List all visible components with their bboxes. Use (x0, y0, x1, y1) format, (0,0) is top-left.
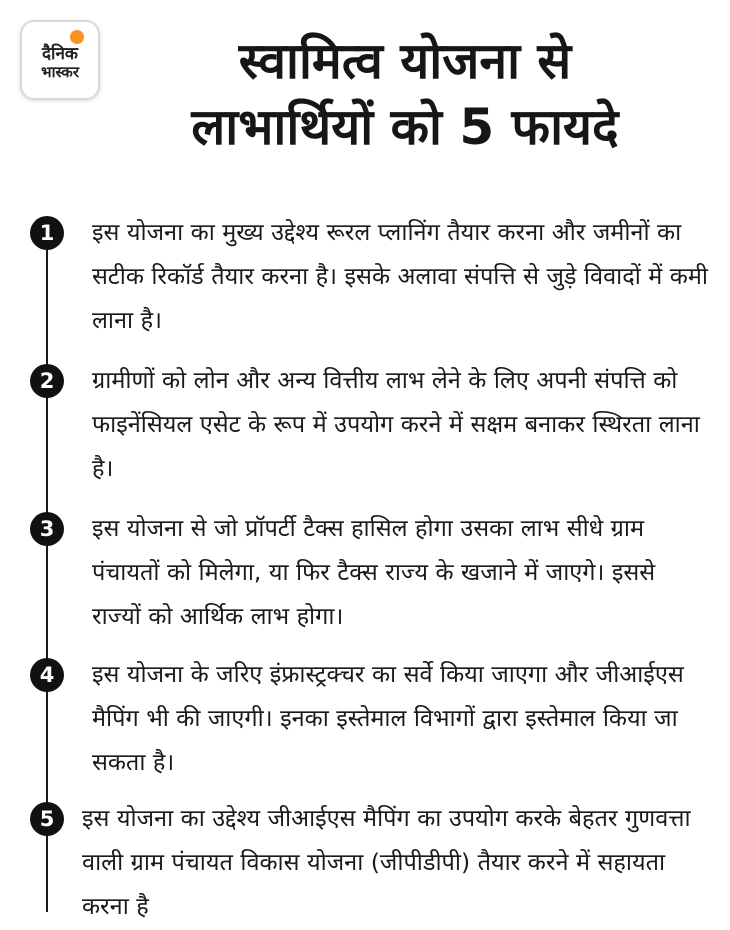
benefit-point-3 (30, 506, 710, 638)
benefit-text-3: इस योजना से जो प्रॉपर्टी टैक्स हासिल होगा उसका लाभ सीधे ग्राम पंचायतों को मिलेगा, या फिर टैक्स राज्य के खजाने में जाएगे। इससे राज्यों को आर्थिक लाभ होगा। (92, 514, 656, 630)
sun-icon (70, 30, 84, 44)
benefit-point-2 (30, 358, 710, 490)
title-line1: स्वामित्व योजना से (238, 32, 572, 90)
number-badge-1: 1 (30, 216, 64, 250)
benefit-point-1 (30, 210, 710, 342)
page-title (100, 28, 710, 160)
number-badge-3: 3 (30, 512, 64, 546)
logo-text-line2: भास्कर (41, 63, 79, 82)
benefit-text-4: इस योजना के जरिए इंफ्रास्ट्रक्चर का सर्वे किया जाएगा और जीआईएस मैपिंग भी की जाएगी। इनका इस्तेमाल विभागों द्वारा इस्तेमाल किया जा सकता है। (92, 660, 684, 776)
title-line2: लाभार्थियों को 5 फायदे (191, 98, 619, 156)
benefit-text-2: ग्रामीणों को लोन और अन्य वित्तीय लाभ लेने के लिए अपनी संपत्ति को फाइनेंसियल एसेट के रूप में उपयोग करने में सक्षम बनाकर स्थिरता लाना है। (92, 366, 700, 482)
benefit-point-4 (30, 652, 710, 784)
number-badge-5: 5 (30, 802, 64, 836)
benefit-point-5 (30, 796, 710, 928)
benefit-text-1: इस योजना का मुख्य उद्देश्य रूरल प्लानिंग तैयार करना और जमीनों का सटीक रिकॉर्ड तैयार करना है। इसके अलावा संपत्ति से जुड़े विवादों में कमी लाना है। (92, 218, 708, 334)
number-badge-4: 4 (30, 658, 64, 692)
number-badge-2: 2 (30, 364, 64, 398)
dainik-bhaskar-logo (20, 20, 100, 100)
benefit-text-5: इस योजना का उद्देश्य जीआईएस मैपिंग का उपयोग करके बेहतर गुणवत्ता वाली ग्राम पंचायत विकास योजना (जीपीडीपी) तैयार करने में सहायता करना है (82, 804, 691, 920)
logo-text-line1: दैनिक (42, 44, 78, 65)
